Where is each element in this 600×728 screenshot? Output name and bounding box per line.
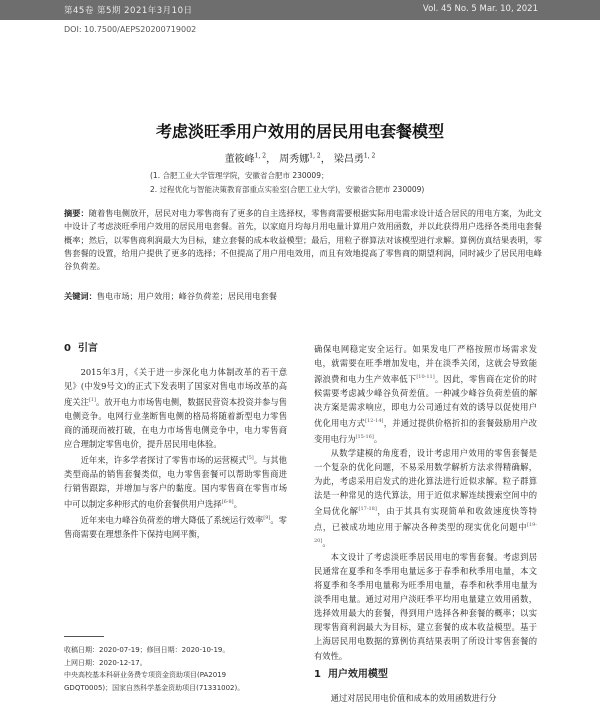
paragraph-text: ，由于其具有实现简单和收敛速度快等特点，已被成功地应用于解决各种类型的现实优化问题中 [314,506,537,532]
paragraph-text: 确保电网稳定安全运行。如果发电厂严格按照市场需求发电，就需要在旺季增加发电，并在淡季关闭，这就会导致能源浪费和电力生产效率低下 [314,344,537,384]
author-name: 周秀娜 [279,154,310,165]
paper-title: 考虑淡旺季用户效用的居民用电套餐模型 [155,122,444,141]
footnote-line: 收稿日期：2020-07-19；修回日期：2020-10-19。 [64,646,230,654]
issue-info-cn: 第45卷 第5期 2021年3月10日 [64,6,193,16]
paragraph [314,342,537,446]
keywords [64,291,542,302]
paragraph [64,365,287,451]
footnotes [64,644,294,694]
paragraph-text: 本文设计了考虑淡旺季居民用电的零售套餐。考虑到居民通常在夏季和冬季用电量远多于春季和秋季用电量，本文将夏季和冬季用电量称为旺季用电量，春季和秋季用电量为淡季用电量。通过对用户淡旺季平均用电量建立效用函数，选择效用最大的套餐，得到用户选择各种套餐的概率；以实现零售商利润最大为目标，建立套餐的成本收益模型。基于上海居民用电数据的算例仿真结果表明了所设计零售套餐的有效性。 [314,551,537,661]
left-column [64,342,287,541]
right-column [314,342,537,705]
paragraph-text: 2015年3月，《关于进一步深化电力体制改革的若干意见》(中发9号文)的正式下发表明了国家对售电市场改革的高度关注 [64,367,287,408]
journal-header-bar [0,0,600,20]
keywords-label: 关键词： [64,291,97,301]
paragraph-text: 。放开电力市场售电侧，数据民营资本投资并参与售电侧竞争。电网行业垄断售电侧的格局将随着新型电力零售商的涌现而被打破，在电力市场售电侧竞争中，电力零售商应合理制定零售电价，提升居民用电体验。 [64,397,287,450]
section-heading-1 [314,668,537,682]
paragraph-text: 。与其他类型商品的销售套餐类似，电力零售套餐可以帮助零售商进行销售跟踪，并增加与客户的黏度。国内零售商在零售市场中可以制定多种形式的电价套餐供用户选择 [64,455,287,510]
paragraph-text: 近年来，许多学者探讨了零售市场的运营模式 [80,455,247,466]
affiliation-2: 2. 过程优化与智能决策教育部重点实验室(合肥工业大学)，安徽省合肥市 230009) [150,185,425,194]
footnote-line: GDQT0005)；国家自然科学基金资助项目(71331002)。 [64,683,245,692]
author-name: 梁昌勇 [333,154,364,165]
paragraph [64,451,287,511]
paragraph-text: 。 [373,433,383,444]
paragraph [64,511,287,541]
section-number: 0 [64,343,71,354]
citation: [12-14] [365,418,384,425]
author-name: 董筱峰 [224,154,255,165]
citation: [5] [246,455,254,462]
citation: [1] [88,397,97,404]
section-title: 用户效用模型 [327,668,388,680]
citation: [10-11] [416,374,435,381]
citation: [9] [263,515,271,522]
author-affiliation-mark: 1, 2 [309,152,321,160]
paragraph-text: 从数学建模的角度看，设计考虑用户效用的零售套餐是一个复杂的优化问题，不易采用数学解析方法求得精确解，为此，考虑采用启发式的进化算法进行近似求解。粒子群算法是一种常见的迭代算法，用于近似求解连续搜索空间中的全局优化解 [314,447,537,517]
author-affiliation-mark: 1, 2 [254,152,267,160]
citation: [15-16] [355,434,374,441]
paragraph-text: 近年来电力峰谷负荷差的增大降低了系统运行效率 [80,515,264,526]
citation: [6-8] [221,499,234,506]
section-heading-intro [64,342,287,356]
affiliation-1: (1. 合肥工业大学管理学院，安徽省合肥市 230009； [150,171,329,180]
keywords-text: 售电市场；用户效用；峰谷负荷差；居民用电套餐 [96,291,277,301]
paragraph-text: 。 [322,537,331,548]
abstract-text: 随着售电侧放开，居民对电力零售商有了更多的自主选择权，零售商需要根据实际用电需求设计适合居民的用电方案，为此文中设计了考虑淡旺季用户效用的居民用电套餐。首先，以家庭月均每月用电量计算用户效用函数，并以此获得用户选择各类用电套餐概率；然后，以零售商利润最大为目标，建立套餐的成本收益模型；最后，用粒子群算法对该模型进行求解。算例仿真结果表明，零售套餐的设置，给用户提供了更多的选择；不但提高了用户用电效用，而且有效地提高了零售商的期望利润，同时减少了居民用电峰谷负荷差。 [64,208,542,272]
paragraph [314,550,537,663]
doi: DOI: 10.7500/AEPS20200719002 [64,25,197,34]
footnote-line: 上网日期：2020-12-17。 [64,658,147,667]
issue-info-en: Vol. 45 No. 5 Mar. 10, 2021 [422,4,538,14]
author-list: 董筱峰$^{1, 2}$， 周秀娜$^{1, 2}$， 梁昌勇$^{1, 2}$ [224,152,376,165]
section-title: 引言 [77,343,98,354]
abstract-label: 摘要： [64,208,89,218]
citation: [19-20] [314,522,537,545]
paragraph-text: 。因此，零售商在定价的时候需要考虑减少峰谷负荷差值。一种减少峰谷负荷差值的解决方案是需求响应，即电力公司通过有效的诱导以促使用户优化用电方式 [314,373,537,428]
abstract [64,207,542,273]
paragraph-text: 。零售商需要在理想条件下保持电网平衡， [64,515,287,540]
paragraph-text: ，并通过提供价格折扣的套餐鼓励用户改变用电行为 [314,418,537,444]
section-number: 1 [314,668,321,680]
paragraph [314,446,537,550]
footnote-line: 中央高校基本科研业务费专项资金资助项目(PA2019 [64,671,227,679]
citation: [17-18] [358,506,377,513]
paragraph: 通过对居民用电价值和成本的效用函数进行分 [330,692,497,703]
paragraph-text: 。 [233,499,242,510]
footnote-divider [64,636,104,637]
author-affiliation-mark: 1, 2 [363,152,376,160]
